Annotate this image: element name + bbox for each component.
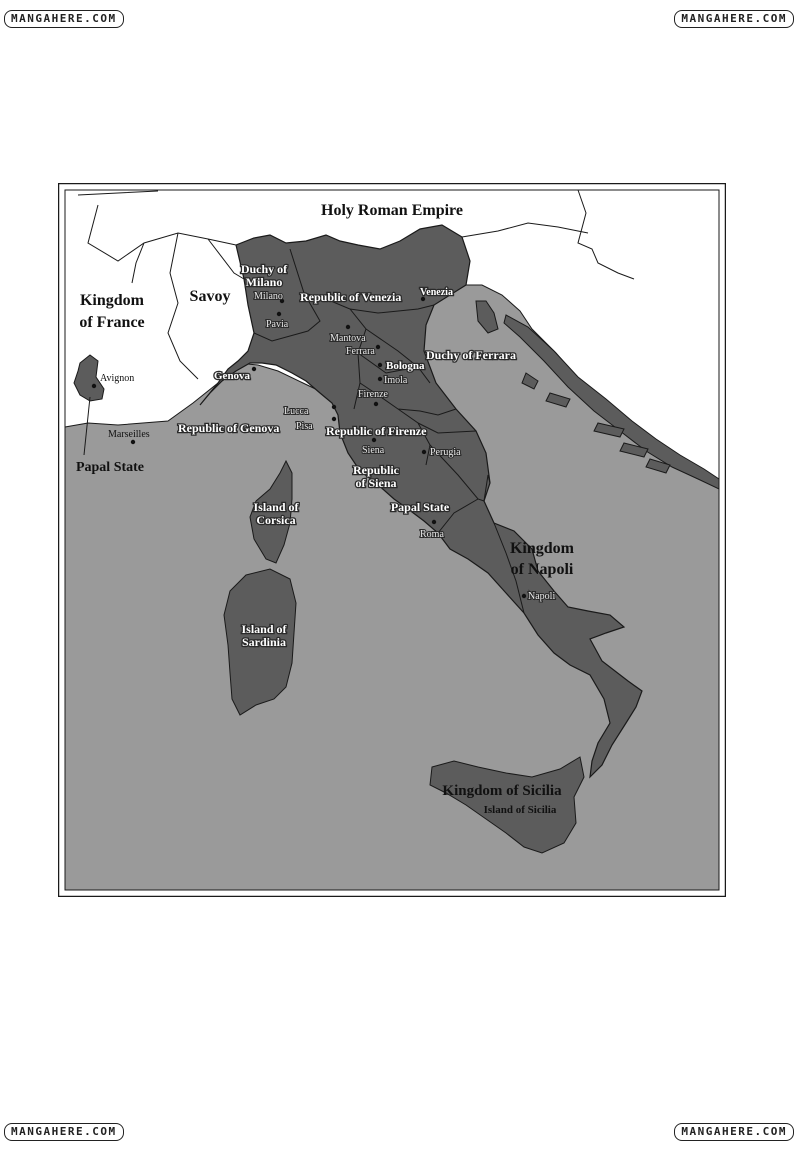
label-kingdom-france-1: Kingdom xyxy=(79,292,145,309)
city-label-imola: Imola xyxy=(384,375,408,386)
label-duchy-ferrara: Duchy of Ferrara xyxy=(426,348,516,362)
label-papal-state-avignon: Papal State xyxy=(75,460,145,475)
watermark-top-left: MANGAHERE.COM xyxy=(4,10,124,28)
label-kingdom-napoli-2: of Napoli xyxy=(510,561,574,578)
perugia-dot xyxy=(422,450,426,454)
label-kingdom-napoli-1: Kingdom xyxy=(509,540,575,557)
bologna-dot xyxy=(378,363,382,367)
label-island-sicilia: Island of Sicilia xyxy=(483,804,557,816)
city-label-ferrara: Ferrara xyxy=(346,346,375,357)
label-republic-firenze: Republic of Firenze xyxy=(326,424,427,438)
label-kingdom-sicilia: Kingdom of Sicilia xyxy=(442,783,562,799)
city-label-mantova: Mantova xyxy=(330,333,366,344)
label-island-corsica-2: Corsica xyxy=(256,513,296,527)
marseilles-dot xyxy=(131,440,135,444)
pavia-dot xyxy=(277,312,281,316)
label-savoy: Savoy xyxy=(189,288,231,305)
ferrara-dot xyxy=(376,345,380,349)
siena-dot xyxy=(372,438,376,442)
label-duchy-milano-2: Milano xyxy=(245,275,283,289)
firenze-dot xyxy=(374,402,378,406)
city-label-venezia: Venezia xyxy=(420,287,453,298)
city-label-roma: Roma xyxy=(420,529,444,540)
avignon-dot xyxy=(92,384,96,388)
label-island-sardinia-1: Island of xyxy=(241,622,287,636)
label-republic-venezia: Republic of Venezia xyxy=(300,290,402,304)
city-label-perugia: Perugia xyxy=(430,447,461,458)
italy-map xyxy=(58,183,726,897)
city-label-siena: Siena xyxy=(362,445,385,456)
watermark-bottom-right: MANGAHERE.COM xyxy=(674,1123,794,1141)
label-kingdom-france-2: of France xyxy=(79,314,145,331)
city-label-marseilles: Marseilles xyxy=(108,429,150,440)
map-title: Holy Roman Empire xyxy=(321,202,463,219)
city-label-napoli: Napoli xyxy=(528,591,556,602)
label-republic-genova: Republic of Genova xyxy=(178,421,280,435)
city-label-firenze: Firenze xyxy=(358,389,388,400)
city-label-avignon: Avignon xyxy=(100,373,135,384)
city-label-lucca: Lucca xyxy=(284,406,309,417)
label-papal-state-italy: Papal State xyxy=(390,500,450,514)
roma-dot xyxy=(432,520,436,524)
imola-dot xyxy=(378,377,382,381)
label-republic-siena-2: of Siena xyxy=(355,476,397,490)
city-label-genova: Genova xyxy=(214,370,251,382)
lucca-dot xyxy=(332,405,336,409)
napoli-dot xyxy=(522,594,526,598)
label-republic-siena-1: Republic xyxy=(352,463,400,477)
label-island-sardinia-2: Sardinia xyxy=(241,635,287,649)
city-label-bologna: Bologna xyxy=(386,360,425,372)
watermark-bottom-left: MANGAHERE.COM xyxy=(4,1123,124,1141)
city-label-pavia: Pavia xyxy=(266,319,289,330)
city-label-pisa: Pisa xyxy=(296,421,313,432)
label-island-corsica-1: Island of xyxy=(253,500,299,514)
city-label-milano: Milano xyxy=(254,291,283,302)
label-duchy-milano-1: Duchy of xyxy=(240,262,288,276)
pisa-dot xyxy=(332,417,336,421)
genova-dot xyxy=(252,367,256,371)
watermark-top-right: MANGAHERE.COM xyxy=(674,10,794,28)
map-frame xyxy=(58,183,726,897)
mantova-dot xyxy=(346,325,350,329)
